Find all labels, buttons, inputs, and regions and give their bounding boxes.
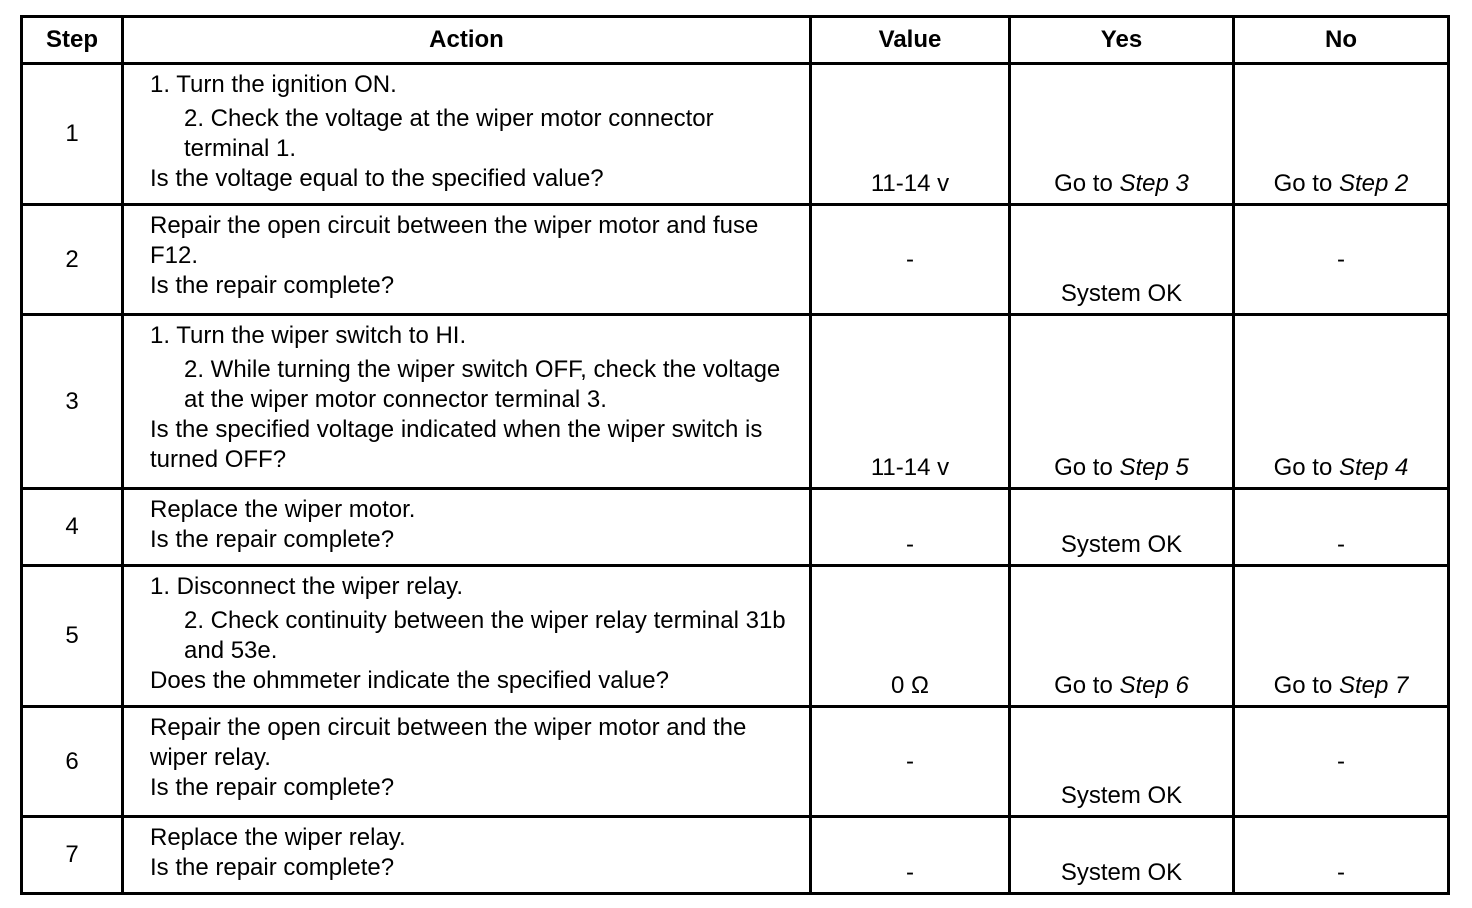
action-question: Is the repair complete? (150, 774, 395, 801)
action-item: 1. Turn the wiper switch to HI. (150, 322, 467, 349)
step-number: 6 (22, 707, 123, 817)
yes-cell: System OK (1010, 707, 1234, 817)
action-cell (123, 64, 811, 205)
step-number: 7 (22, 817, 123, 894)
header-step: Step (22, 17, 123, 64)
action-question: Is the repair complete? (150, 272, 395, 299)
no-cell: Go to Step 2 (1234, 64, 1449, 205)
value-cell: 0 Ω (811, 566, 1010, 707)
action-cell (123, 817, 811, 894)
action-item: 1. Turn the ignition ON. (150, 71, 397, 98)
action-item: 2. While turning the wiper switch OFF, check the voltage at the wiper motor connector terminal 3. (184, 356, 781, 413)
step-number: 2 (22, 205, 123, 315)
action-question: Is the repair complete? (150, 854, 395, 881)
action-cell (123, 315, 811, 489)
action-question: Is the voltage equal to the specified value? (150, 165, 604, 192)
yes-cell: Go to Step 6 (1010, 566, 1234, 707)
no-cell: - (1234, 707, 1449, 817)
action-text: Replace the wiper relay. (150, 824, 406, 851)
table-row (22, 817, 1449, 894)
yes-cell: System OK (1010, 205, 1234, 315)
step-number: 1 (22, 64, 123, 205)
action-item: 2. Check continuity between the wiper relay terminal 31b and 53e. (184, 607, 786, 664)
action-item: 1. Disconnect the wiper relay. (150, 573, 464, 600)
value-cell: - (811, 817, 1010, 894)
value-cell: - (811, 707, 1010, 817)
table-row (22, 489, 1449, 566)
diagnostic-table (20, 15, 1450, 895)
action-text: Repair the open circuit between the wiper motor and fuse F12. (150, 212, 759, 269)
table-row (22, 205, 1449, 315)
header-row (22, 17, 1449, 64)
yes-cell: System OK (1010, 817, 1234, 894)
action-question: Is the specified voltage indicated when the wiper switch is turned OFF? (150, 416, 763, 473)
action-text: Replace the wiper motor. (150, 496, 416, 523)
action-question: Is the repair complete? (150, 526, 395, 553)
action-cell (123, 566, 811, 707)
action-question: Does the ohmmeter indicate the specified value? (150, 667, 669, 694)
value-cell: - (811, 205, 1010, 315)
step-number: 4 (22, 489, 123, 566)
action-cell (123, 205, 811, 315)
header-action: Action (123, 17, 811, 64)
action-cell (123, 707, 811, 817)
action-item: 2. Check the voltage at the wiper motor connector terminal 1. (184, 105, 714, 162)
table-row (22, 64, 1449, 205)
yes-cell: System OK (1010, 489, 1234, 566)
step-number: 5 (22, 566, 123, 707)
header-no: No (1234, 17, 1449, 64)
step-number: 3 (22, 315, 123, 489)
no-cell: Go to Step 7 (1234, 566, 1449, 707)
table-row (22, 566, 1449, 707)
yes-cell: Go to Step 3 (1010, 64, 1234, 205)
value-cell: 11-14 v (811, 315, 1010, 489)
no-cell: - (1234, 817, 1449, 894)
value-cell: - (811, 489, 1010, 566)
value-cell: 11-14 v (811, 64, 1010, 205)
action-text: Repair the open circuit between the wiper motor and the wiper relay. (150, 714, 747, 771)
table-row (22, 315, 1449, 489)
no-cell: - (1234, 205, 1449, 315)
no-cell: - (1234, 489, 1449, 566)
no-cell: Go to Step 4 (1234, 315, 1449, 489)
table-row (22, 707, 1449, 817)
yes-cell: Go to Step 5 (1010, 315, 1234, 489)
header-value: Value (811, 17, 1010, 64)
header-yes: Yes (1010, 17, 1234, 64)
action-cell (123, 489, 811, 566)
